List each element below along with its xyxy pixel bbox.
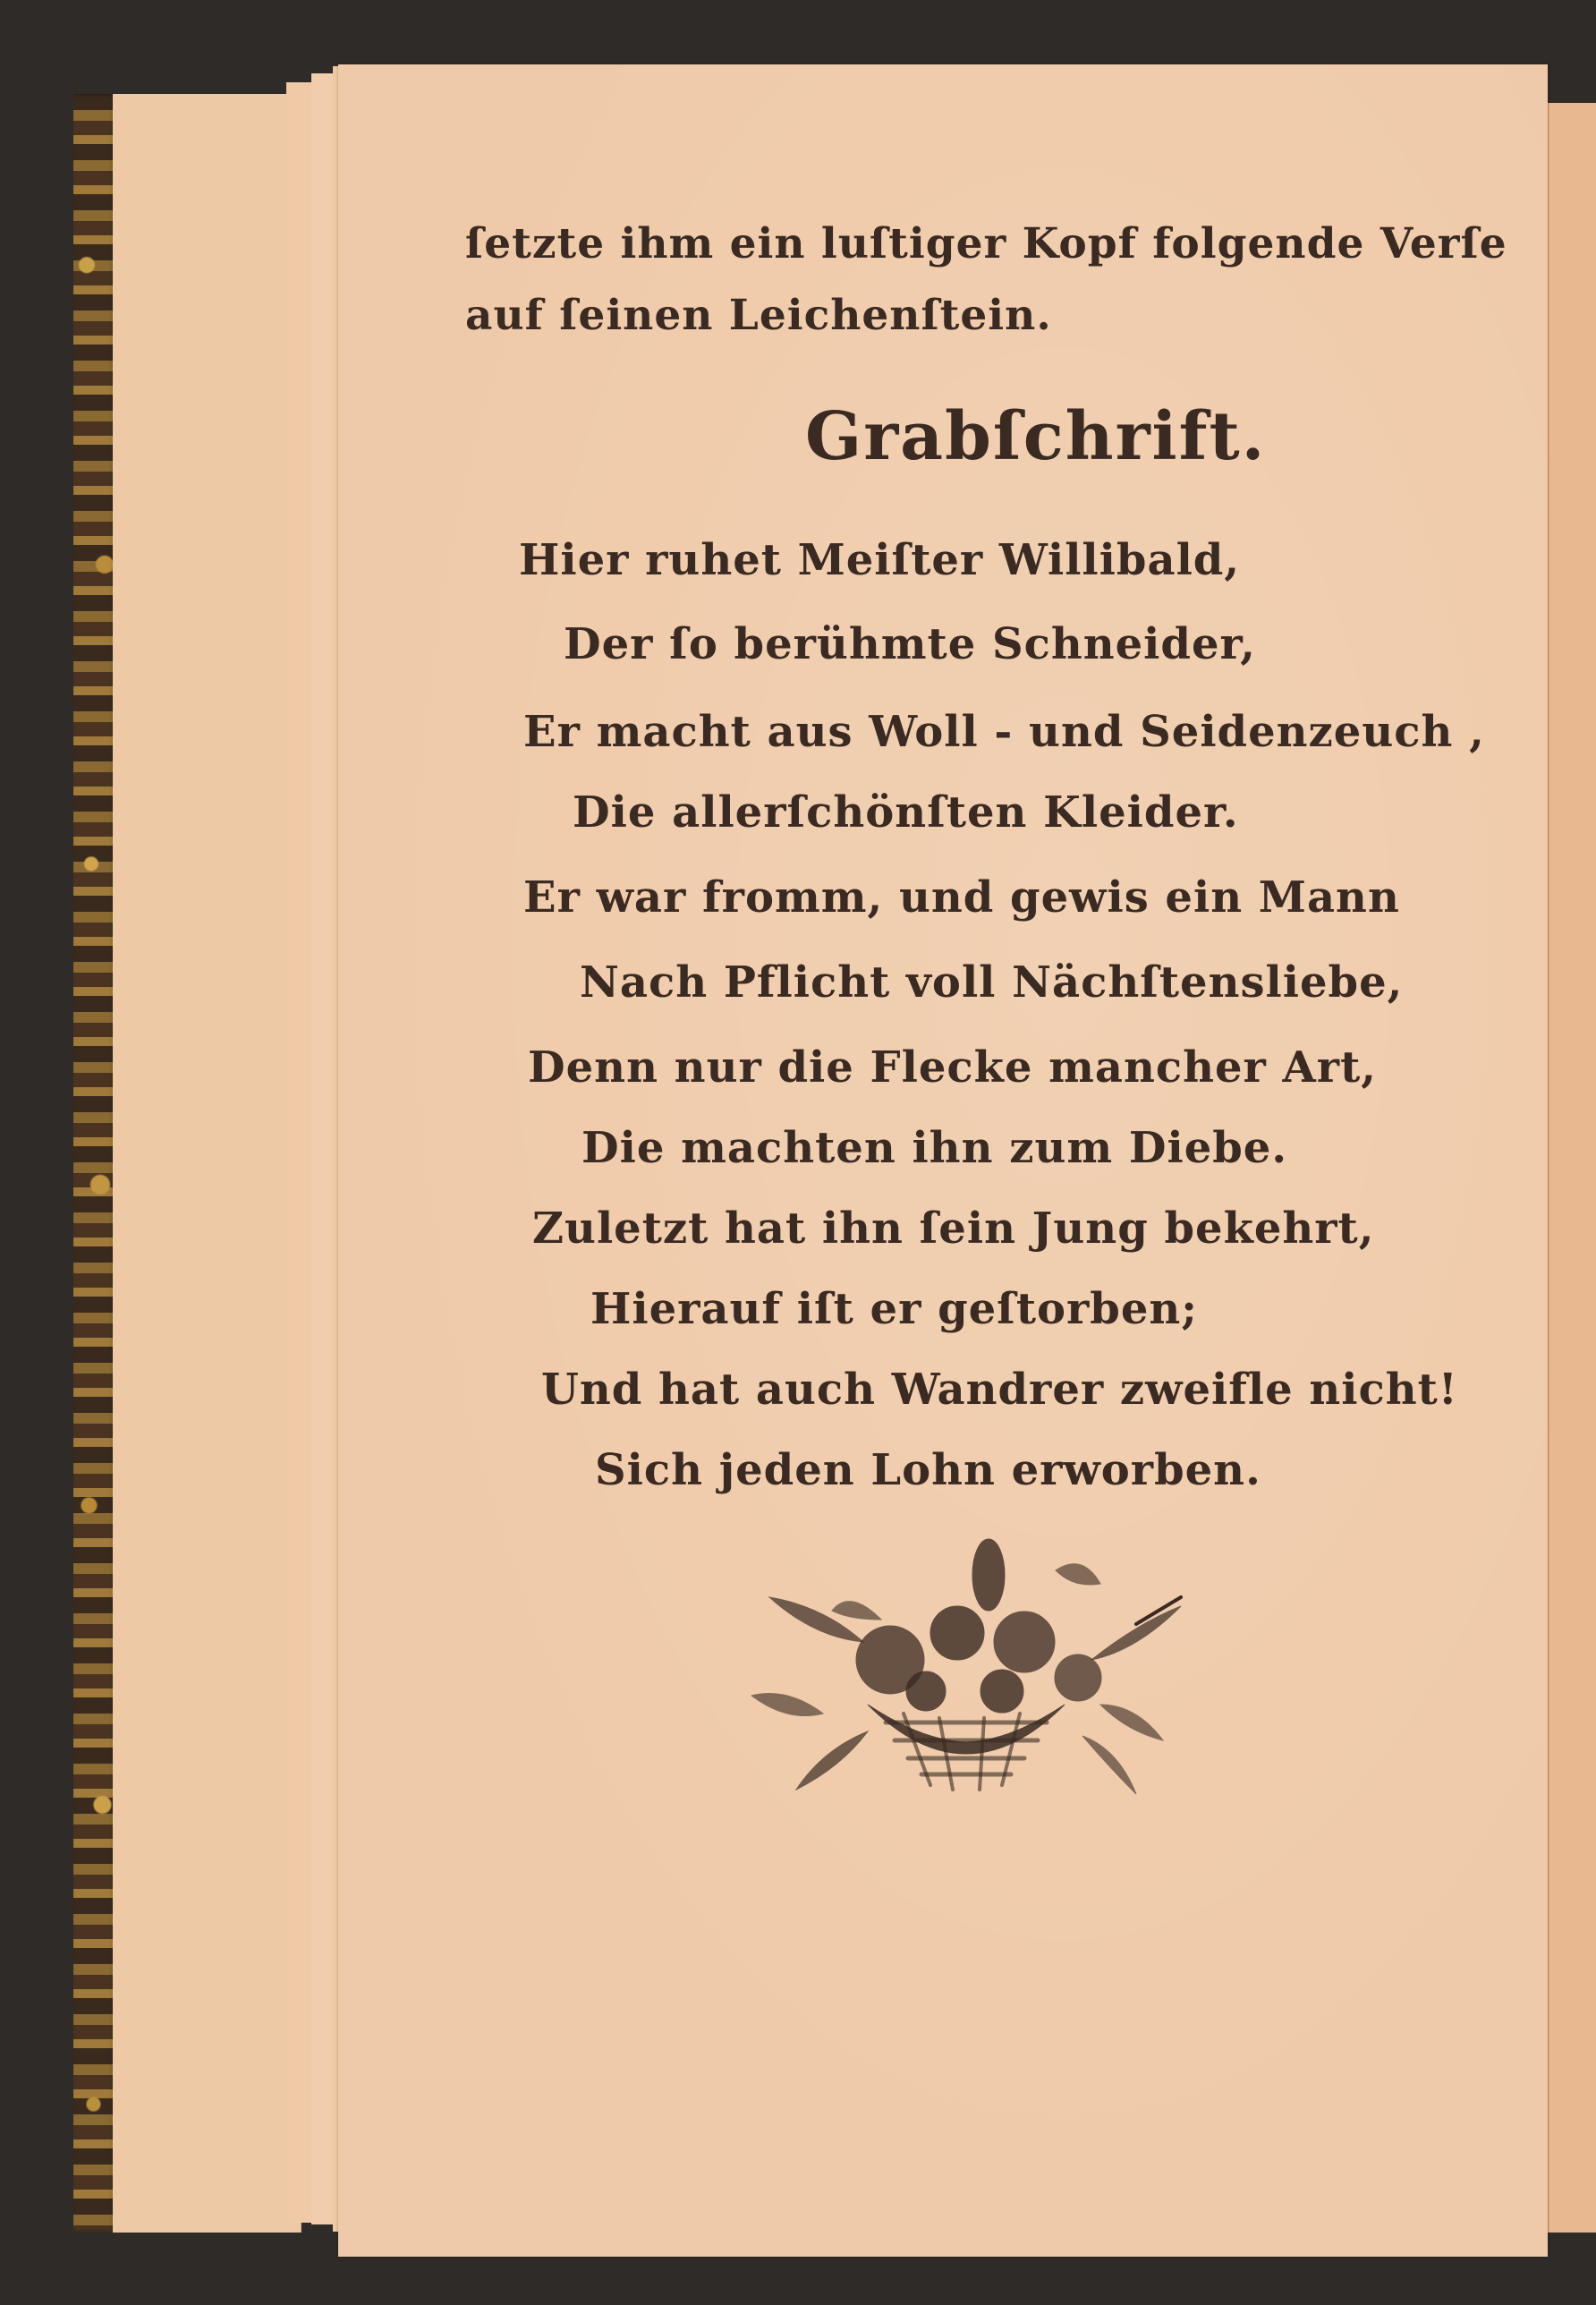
verse-line-9: Zuletzt hat ihn ſein Jung bekehrt, <box>532 1204 1375 1254</box>
verse-line-8: Die machten ihn zum Diebe. <box>582 1123 1288 1173</box>
marbled-spine <box>73 94 118 2233</box>
verse-line-2: Der ſo berühmte Schneider, <box>564 619 1257 669</box>
cover-board <box>113 94 301 2233</box>
intro-line-1: ſetzte ihm ein luſtiger Kopf folgende Verſe <box>465 219 1507 268</box>
verse-line-4: Die allerſchönſten Kleider. <box>573 787 1239 838</box>
intro-line-2: auf ſeinen Leichenſtein. <box>465 291 1052 340</box>
verse-line-11: Und hat auch Wandrer zweifle nicht! <box>541 1365 1458 1415</box>
verse-line-12: Sich jeden Lohn erworben. <box>595 1445 1261 1495</box>
facing-page <box>1546 103 1596 2233</box>
verse-line-1: Hier ruhet Meiſter Willibald, <box>519 535 1241 585</box>
epitaph-title: Grabſchrift. <box>805 398 1267 475</box>
verse-line-7: Denn nur die Flecke mancher Art, <box>528 1042 1377 1093</box>
verse-line-6: Nach Pflicht voll Nächſtensliebe, <box>580 957 1404 1008</box>
flower-basket-ornament <box>716 1535 1217 1839</box>
verse-line-5: Er war fromm, und gewis ein Mann <box>523 872 1400 923</box>
verse-line-3: Er macht aus Woll - und Seidenzeuch , <box>523 707 1485 757</box>
verse-line-10: Hierauf iſt er geſtorben; <box>590 1284 1199 1334</box>
